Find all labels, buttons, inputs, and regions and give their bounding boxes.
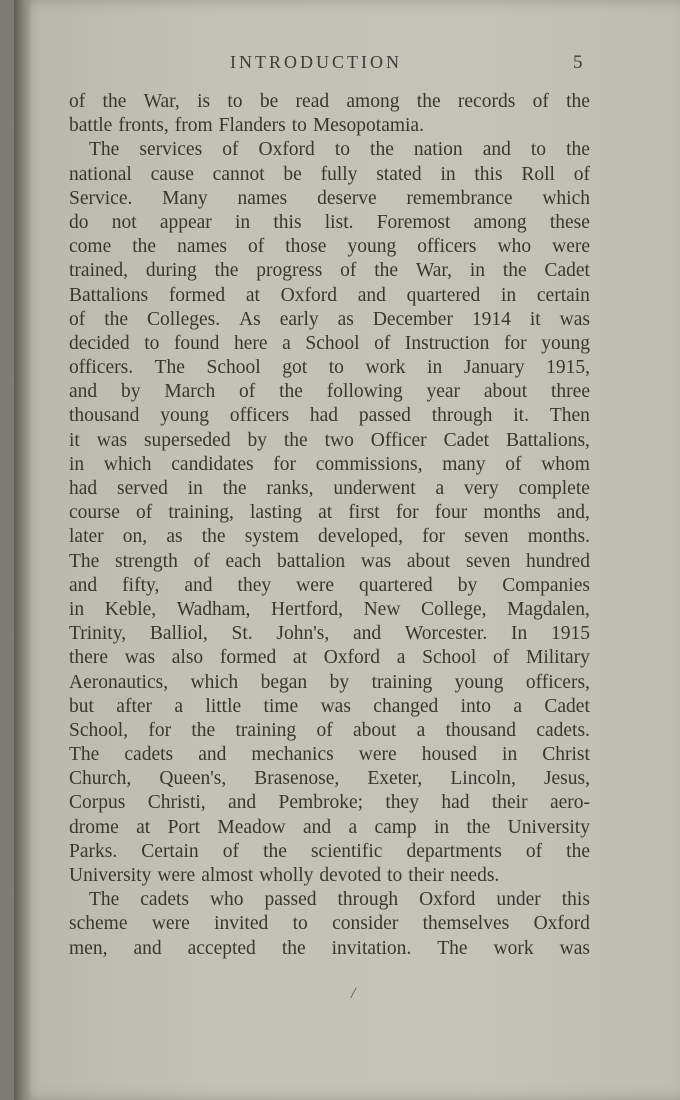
text-line: and by March of the following year about three [69, 381, 590, 403]
text-line: Trinity, Balliol, St. John's, and Worcester. In 1915 [69, 623, 590, 645]
text-line: decided to found here a School of Instruction for young [69, 332, 590, 354]
text-line: of the Colleges. As early as December 1914 it was [69, 308, 590, 330]
text-line: course of training, lasting at first for four months and, [69, 502, 590, 524]
text-line: there was also formed at Oxford a School of Military [69, 647, 590, 669]
text-line: later on, as the system developed, for seven months. [69, 526, 590, 548]
text-line: had served in the ranks, underwent a very complete [69, 478, 590, 499]
text-line: in Keble, Wadham, Hertford, New College, Magdalen, [69, 598, 590, 620]
text-line: do not appear in this list. Foremost among these [69, 211, 590, 233]
text-line: Parks. Certain of the scientific departments of the [69, 840, 590, 862]
text-line: officers. The School got to work in January 1915, [69, 357, 590, 379]
text-line: men, and accepted the invitation. The work was [69, 937, 590, 959]
body-text [69, 90, 590, 961]
text-line: Aeronautics, which began by training young officers, [69, 671, 590, 693]
text-line: trained, during the progress of the War, in the Cadet [69, 260, 590, 282]
running-head: INTRODUCTION [230, 52, 402, 72]
text-line: national cause cannot be fully stated in this Roll of [69, 163, 590, 185]
text-line: Service. Many names deserve remembrance which [69, 187, 590, 209]
text-line: in which candidates for commissions, many of whom [69, 453, 590, 475]
text-line: thousand young officers had passed through it. Then [69, 405, 590, 427]
text-line: of the War, is to be read among the records of the [69, 91, 590, 112]
signature-mark: / [351, 985, 356, 1002]
text-line: University were almost wholly devoted to their needs. [69, 865, 500, 886]
page-number: 5 [573, 52, 583, 73]
text-line: Corpus Christi, and Pembroke; they had their aero- [69, 792, 590, 814]
text-line: Church, Queen's, Brasenose, Exeter, Lincoln, Jesus, [69, 768, 590, 790]
text-line: Battalions formed at Oxford and quartered in certain [69, 284, 590, 306]
text-line: The strength of each battalion was about seven hundred [69, 550, 590, 572]
text-line: battle fronts, from Flanders to Mesopotamia. [69, 115, 424, 137]
text-line: The cadets and mechanics were housed in Christ [69, 744, 590, 766]
spine-shadow [14, 0, 32, 1100]
text-line: The cadets who passed through Oxford under this [89, 889, 590, 911]
text-line: come the names of those young officers who were [69, 236, 590, 258]
text-line: School, for the training of about a thousand cadets. [69, 719, 590, 741]
text-line: scheme were invited to consider themselves Oxford [69, 913, 590, 935]
text-line: The services of Oxford to the nation and to the [89, 139, 590, 161]
text-line: and fifty, and they were quartered by Companies [69, 574, 590, 596]
text-line: it was superseded by the two Officer Cadet Battalions, [69, 429, 590, 451]
text-line: drome at Port Meadow and a camp in the University [69, 816, 590, 838]
text-line: but after a little time was changed into a Cadet [69, 695, 590, 717]
